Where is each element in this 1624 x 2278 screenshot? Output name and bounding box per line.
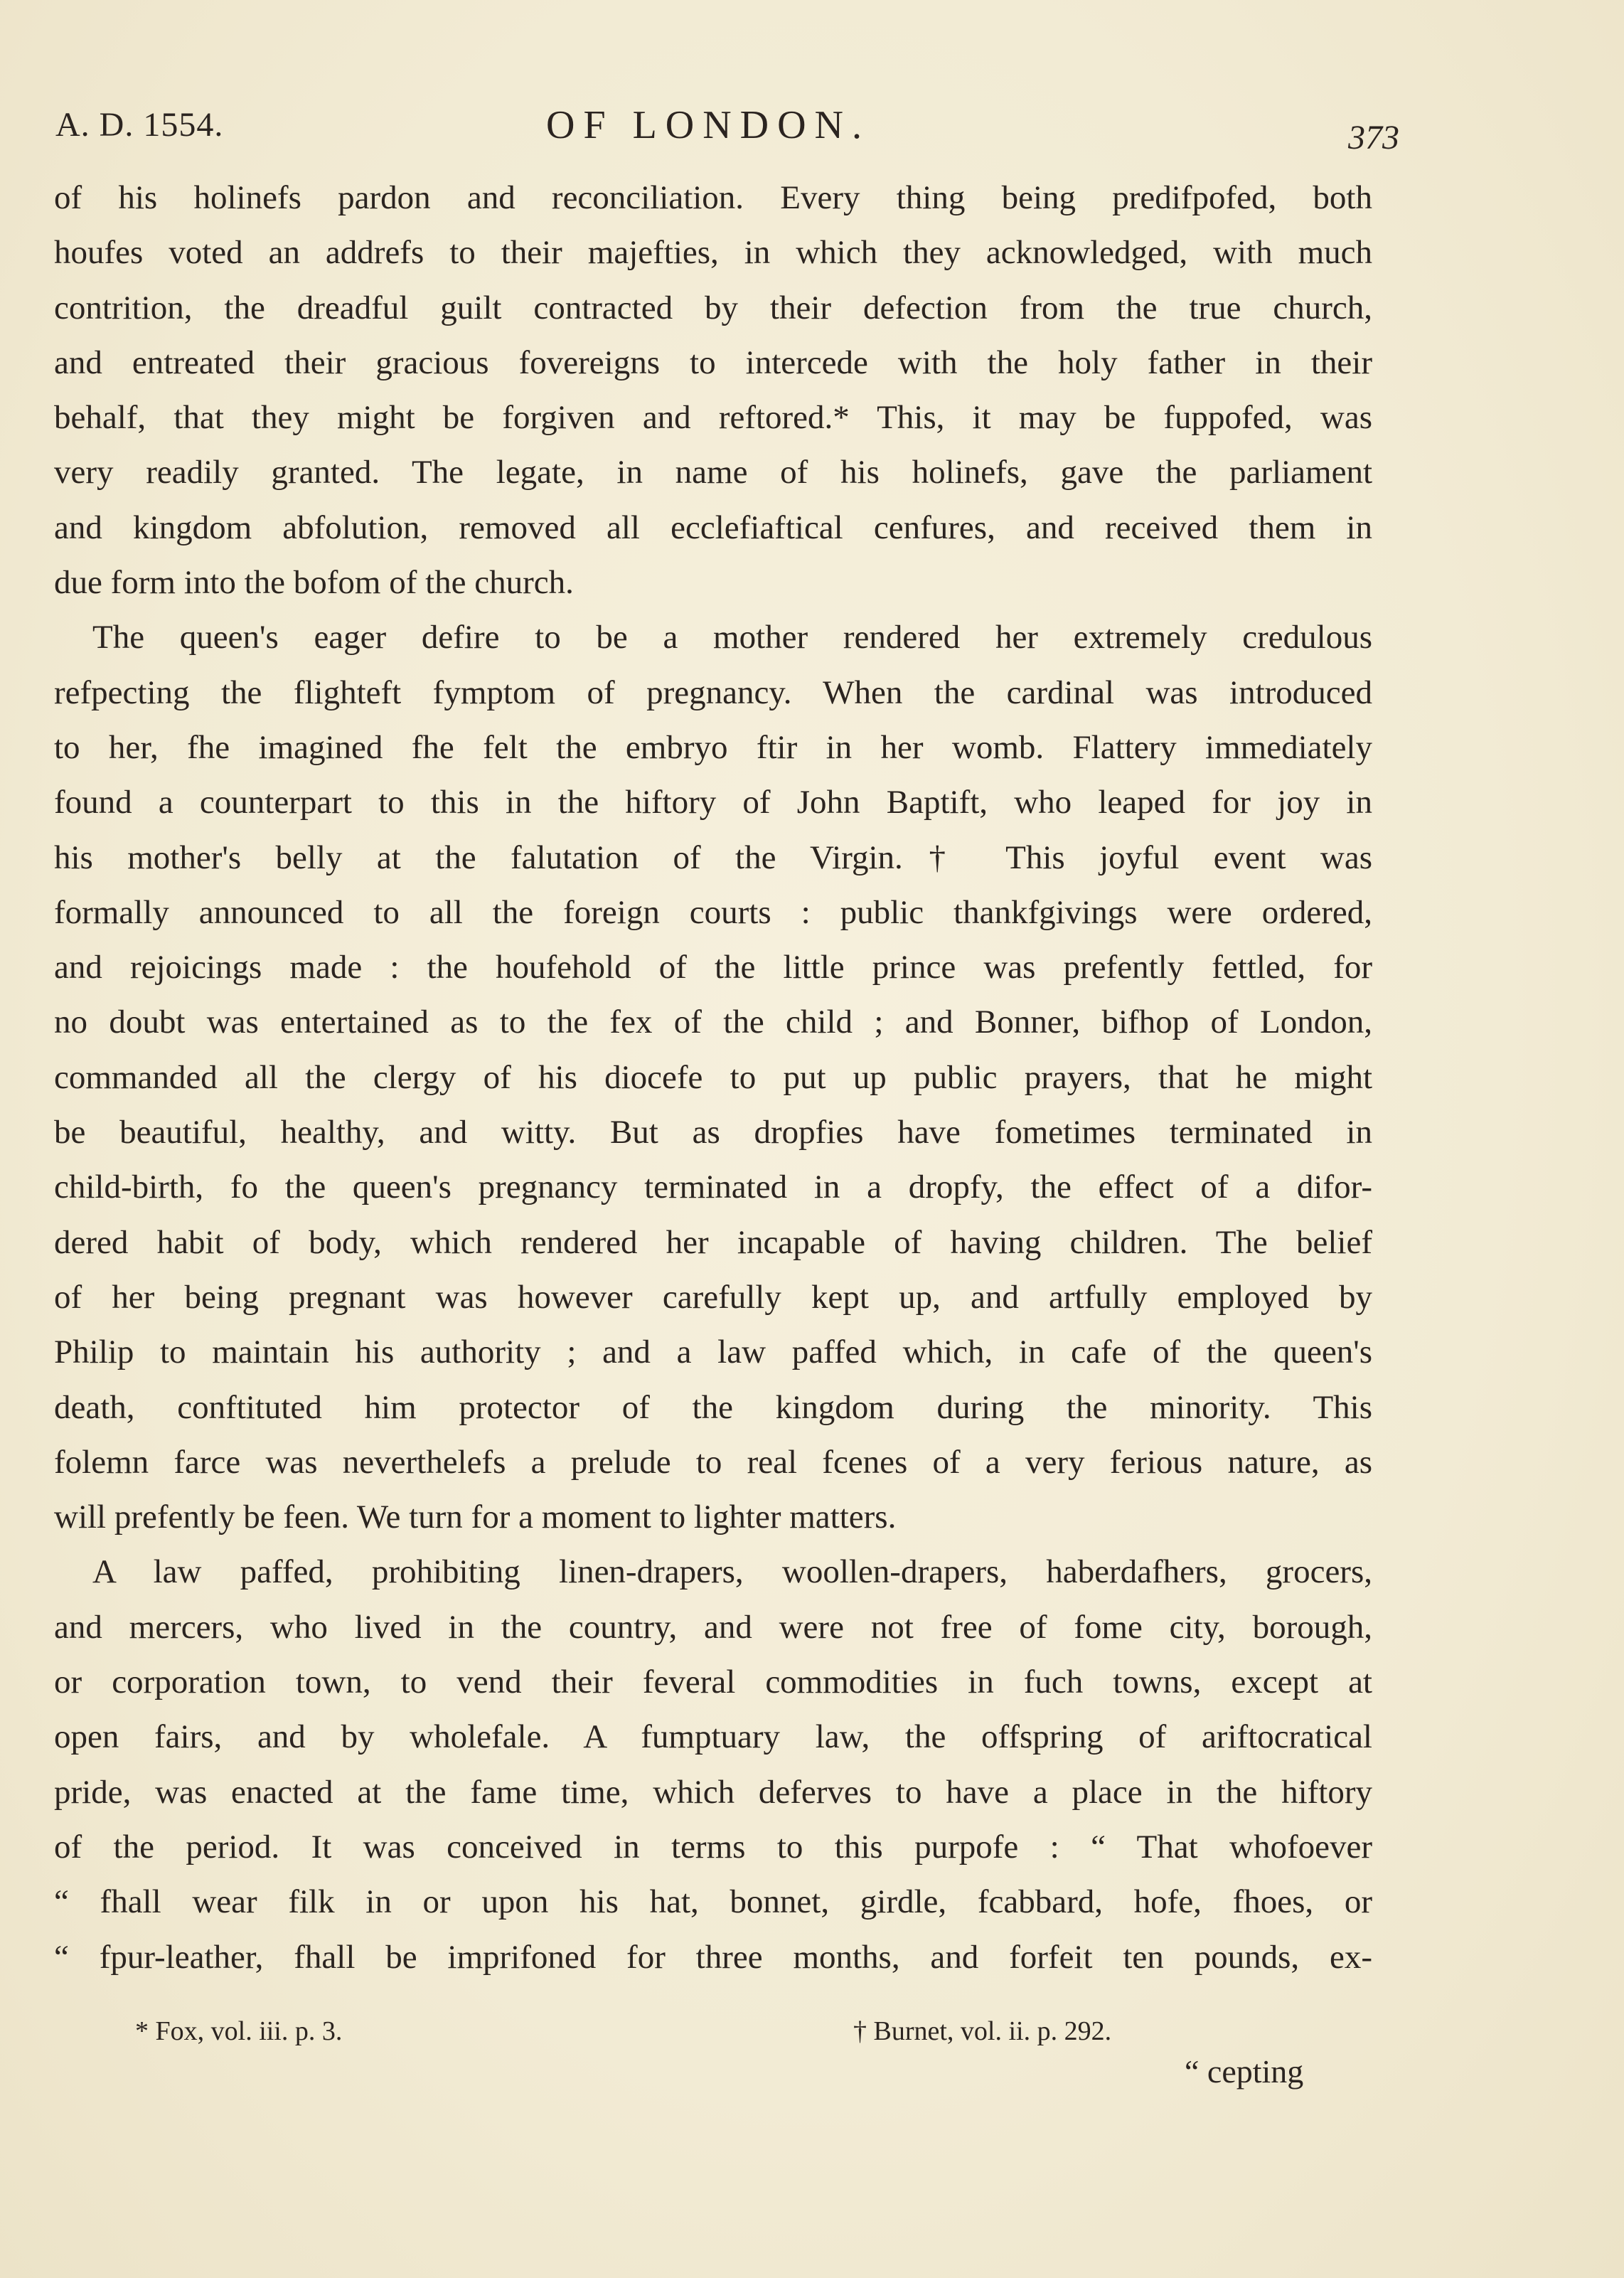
text-line: will prefently be feen. We turn for a moment to lighter matters. [54, 1499, 897, 1536]
text-line: A law paffed, prohibiting linen-drapers, woollen-drapers, haberdafhers, grocers, [92, 1553, 1372, 1591]
text-line: be beautiful, healthy, and witty. But as dropfies have fometimes terminated in [54, 1114, 1372, 1151]
text-line: and mercers, who lived in the country, and were not free of fome city, borough, [54, 1608, 1372, 1646]
catchword: “ cepting [1185, 2053, 1304, 2090]
text-line: The queen's eager defire to be a mother rendered her extremely credulous [92, 619, 1372, 656]
text-line: of the period. It was conceived in terms to this purpofe : “ That whofoever [54, 1828, 1372, 1865]
text-line: and entreated their gracious fovereigns to intercede with the holy father in their [54, 344, 1372, 381]
text-line: found a counterpart to this in the hiftory of John Baptift, who leaped for joy in [54, 784, 1372, 821]
text-line: of her being pregnant was however carefully kept up, and artfully employed by [54, 1278, 1372, 1316]
text-line: to her, fhe imagined fhe felt the embryo ftir in her womb. Flattery immediately [54, 728, 1372, 766]
text-line: “ fpur-leather, fhall be imprifoned for three months, and forfeit ten pounds, ex- [54, 1938, 1372, 1976]
page-number: 373 [1348, 119, 1399, 156]
text-line: “ fhall wear filk in or upon his hat, bonnet, girdle, fcabbard, hofe, fhoes, or [54, 1883, 1372, 1921]
footnotes [135, 2016, 1244, 2065]
text-line: no doubt was entertained as to the fex of the child ; and Bonner, bifhop of London, [54, 1004, 1372, 1041]
text-line: and kingdom abfolution, removed all ecclefiaftical cenfures, and received them in [54, 509, 1372, 546]
text-line: formally announced to all the foreign courts : public thankfgivings were ordered, [54, 893, 1372, 931]
text-line: commanded all the clergy of his diocefe to put up public prayers, that he might [54, 1058, 1372, 1096]
header-title: OF LONDON. [546, 103, 870, 147]
text-line: behalf, that they might be forgiven and reftored.* This, it may be fuppofed, was [54, 399, 1372, 437]
text-line: his mother's belly at the falutation of the Virgin.† This joyful event was [54, 839, 1372, 876]
text-line: death, conftituted him protector of the kingdom during the minority. This [54, 1388, 1372, 1426]
text-line: refpecting the flighteft fymptom of pregnancy. When the cardinal was introduced [54, 674, 1372, 711]
text-line: child-birth, fo the queen's pregnancy terminated in a dropfy, the effect of a difor- [54, 1169, 1372, 1206]
text-line: dered habit of body, which rendered her incapable of having children. The belief [54, 1223, 1372, 1261]
text-line: pride, was enacted at the fame time, which deferves to have a place in the hiftory [54, 1773, 1372, 1811]
footnote-burnet: † Burnet, vol. ii. p. 292. [853, 2016, 1112, 2046]
footnote-fox: * Fox, vol. iii. p. 3. [135, 2016, 343, 2046]
text-line: open fairs, and by wholefale. A fumptuary law, the offspring of ariftocratical [54, 1718, 1372, 1756]
text-line: houfes voted an addrefs to their majefties, in which they acknowledged, with much [54, 234, 1372, 272]
running-header [55, 98, 1399, 156]
text-line: Philip to maintain his authority ; and a law paffed which, in cafe of the queen's [54, 1334, 1372, 1371]
text-line: folemn farce was neverthelefs a prelude to real fcenes of a very ferious nature, as [54, 1443, 1372, 1481]
text-line: contrition, the dreadful guilt contracted by their defection from the true church, [54, 289, 1372, 326]
text-line: and rejoicings made : the houfehold of the little prince was prefently fettled, for [54, 949, 1372, 986]
text-line: of his holinefs pardon and reconciliation. Every thing being predifpofed, both [54, 179, 1372, 216]
text-line: very readily granted. The legate, in name of his holinefs, gave the parliament [54, 454, 1372, 491]
text-line: due form into the bofom of the church. [54, 564, 574, 602]
header-year: A. D. 1554. [55, 106, 224, 144]
text-line: or corporation town, to vend their feveral commodities in fuch towns, except at [54, 1664, 1372, 1701]
body-text [54, 171, 1372, 1985]
